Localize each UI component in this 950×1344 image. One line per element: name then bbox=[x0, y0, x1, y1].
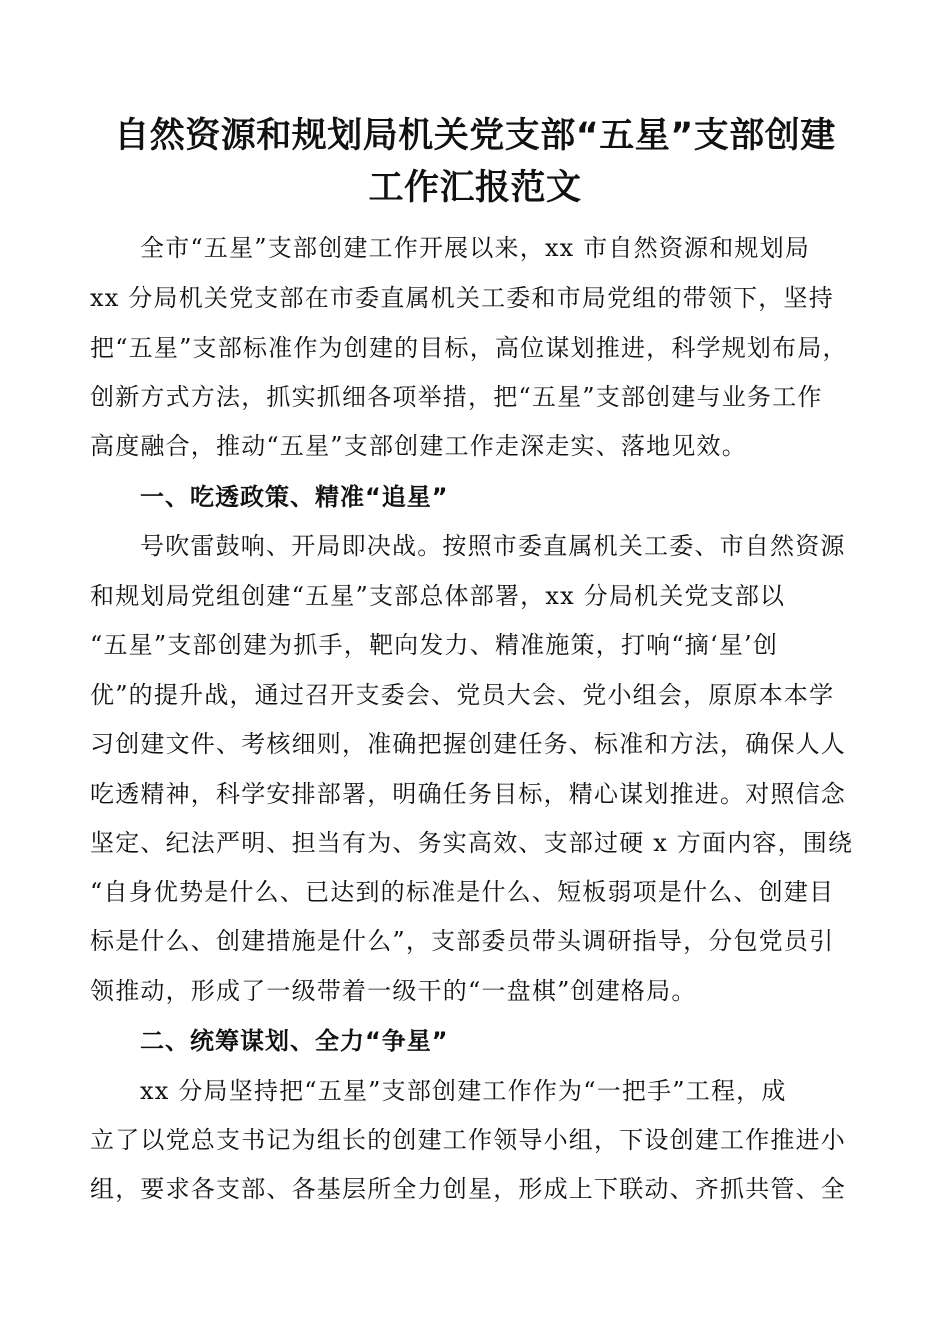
section-2-line: 组，要求各支部、各基层所全力创星，形成上下联动、齐抓共管、全 bbox=[90, 1175, 846, 1203]
section-1-line: 优”的提升战，通过召开支委会、党员大会、党小组会，原原本本学 bbox=[90, 681, 835, 709]
section-1-line: “五星”支部创建为抓手，靶向发力、精准施策，打响“摘‘星’创 bbox=[90, 631, 779, 659]
intro-line: 高度融合，推动“五星”支部创建工作走深走实、落地见效。 bbox=[90, 432, 747, 460]
section-1-line: “自身优势是什么、已达到的标准是什么、短板弱项是什么、创建目 bbox=[90, 878, 835, 906]
section-1-line: 号吹雷鼓响、开局即决战。按照市委直属机关工委、市自然资源 bbox=[140, 532, 846, 560]
document-title-line-1: 自然资源和规划局机关党支部“五星”支部创建 bbox=[114, 116, 836, 156]
section-1-line: 吃透精神，科学安排部署，明确任务目标，精心谋划推进。对照信念 bbox=[90, 780, 846, 808]
section-1-line: 坚定、纪法严明、担当有为、务实高效、支部过硬 x 方面内容，围绕 bbox=[90, 829, 854, 857]
intro-line: 全市“五星”支部创建工作开展以来，xx 市自然资源和规划局 bbox=[140, 234, 811, 262]
section-2-line: xx 分局坚持把“五星”支部创建工作作为“一把手”工程，成 bbox=[140, 1077, 787, 1105]
section-1-line: 标是什么、创建措施是什么”，支部委员带头调研指导，分包党员引 bbox=[90, 927, 835, 955]
intro-line: xx 分局机关党支部在市委直属机关工委和市局党组的带领下，坚持 bbox=[90, 284, 834, 312]
section-1-line: 习创建文件、考核细则，准确把握创建任务、标准和方法，确保人人 bbox=[90, 730, 846, 758]
section-2-heading: 二、统筹谋划、全力“争星” bbox=[140, 1027, 449, 1055]
intro-line: 创新方式方法，抓实抓细各项举措，把“五星”支部创建与业务工作 bbox=[90, 383, 823, 411]
document-title-line-2: 工作汇报范文 bbox=[368, 168, 582, 208]
section-1-line: 领推动，形成了一级带着一级干的“一盘棋”创建格局。 bbox=[90, 977, 697, 1005]
intro-line: 把“五星”支部标准作为创建的目标，高位谋划推进，科学规划布局， bbox=[90, 334, 848, 362]
section-2-line: 立了以党总支书记为组长的创建工作领导小组，下设创建工作推进小 bbox=[90, 1126, 846, 1154]
section-1-heading: 一、吃透政策、精准“追星” bbox=[140, 483, 449, 511]
section-1-line: 和规划局党组创建“五星”支部总体部署，xx 分局机关党支部以 bbox=[90, 582, 786, 610]
